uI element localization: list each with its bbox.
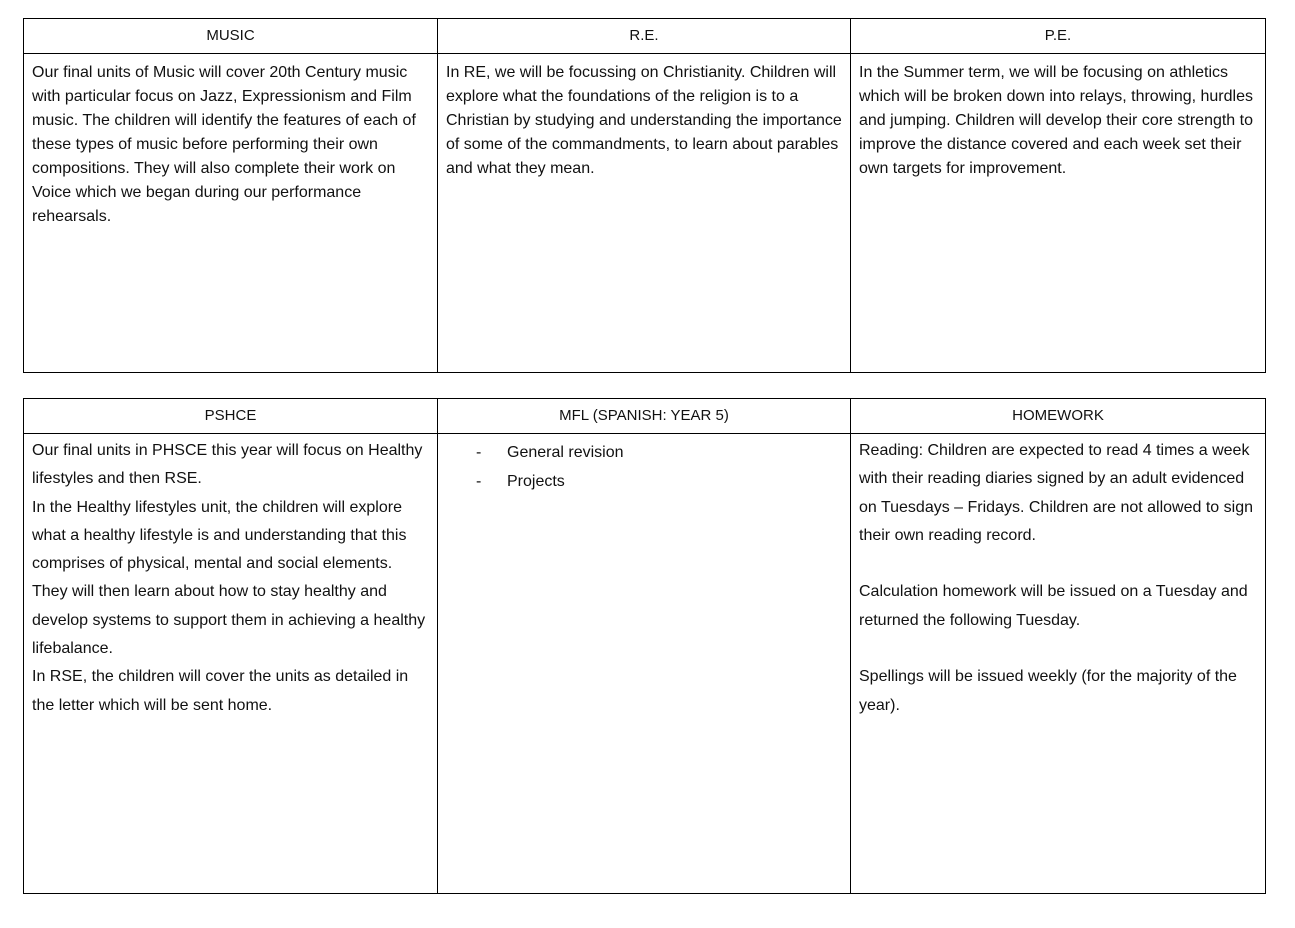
homework-heading: HOMEWORK xyxy=(851,399,1266,434)
subjects-table-top xyxy=(23,18,1266,373)
music-cell xyxy=(24,54,438,373)
list-item-label: Projects xyxy=(507,473,565,490)
music-heading: MUSIC xyxy=(24,19,438,54)
content-row xyxy=(24,54,1266,373)
dash-bullet: - xyxy=(476,444,482,461)
pshce-heading: PSHCE xyxy=(24,399,438,434)
pshce-cell xyxy=(24,434,438,894)
pshce-text: Our final units in PHSCE this year will focus on Healthy lifestyles and then RSE. In the Healthy lifestyles unit, the children will explore what a healthy lifestyle is and understanding that this comprises of physical, mental and social elements. They will then learn about how to stay healthy and develop systems to support them in achieving a healthy lifebalance. In RSE, the children will cover the units as detailed in the letter which will be sent home. xyxy=(32,442,426,714)
pe-heading: P.E. xyxy=(851,19,1266,54)
subjects-table-bottom xyxy=(23,398,1266,894)
re-heading: R.E. xyxy=(438,19,851,54)
list-item xyxy=(476,467,850,496)
header-row xyxy=(24,19,1266,54)
list-item-label: General revision xyxy=(507,444,624,461)
music-text: Our final units of Music will cover 20th Century music with particular focus on Jazz, Expressionism and Film music. The children will identify the features of each of these types of music before performing their own compositions. They will also complete their work on Voice which we began during our performance rehearsals. xyxy=(32,64,416,225)
homework-text: Reading: Children are expected to read 4 times a week with their reading diaries signed by an adult evidenced on Tuesdays – Fridays. Children are not allowed to sign their own reading record. Calculation homework will be issued on a Tuesday and returned the following Tuesday. Spellings will be issued weekly (for the majority of the year). xyxy=(859,442,1253,714)
re-cell xyxy=(438,54,851,373)
homework-cell xyxy=(851,434,1266,894)
re-text: In RE, we will be focussing on Christianity. Children will explore what the foundations of the religion is to a Christian by studying and understanding the importance of some of the commandments, to learn about parables and what they mean. xyxy=(446,64,842,177)
pe-text: In the Summer term, we will be focusing on athletics which will be broken down into relays, throwing, hurdles and jumping. Children will develop their core strength to improve the distance covered and each week set their own targets for improvement. xyxy=(859,64,1253,177)
mfl-list xyxy=(438,434,850,496)
content-row xyxy=(24,434,1266,894)
pe-cell xyxy=(851,54,1266,373)
mfl-cell xyxy=(438,434,851,894)
dash-bullet: - xyxy=(476,473,482,490)
mfl-heading: MFL (SPANISH: YEAR 5) xyxy=(438,399,851,434)
header-row xyxy=(24,399,1266,434)
list-item xyxy=(476,438,850,467)
